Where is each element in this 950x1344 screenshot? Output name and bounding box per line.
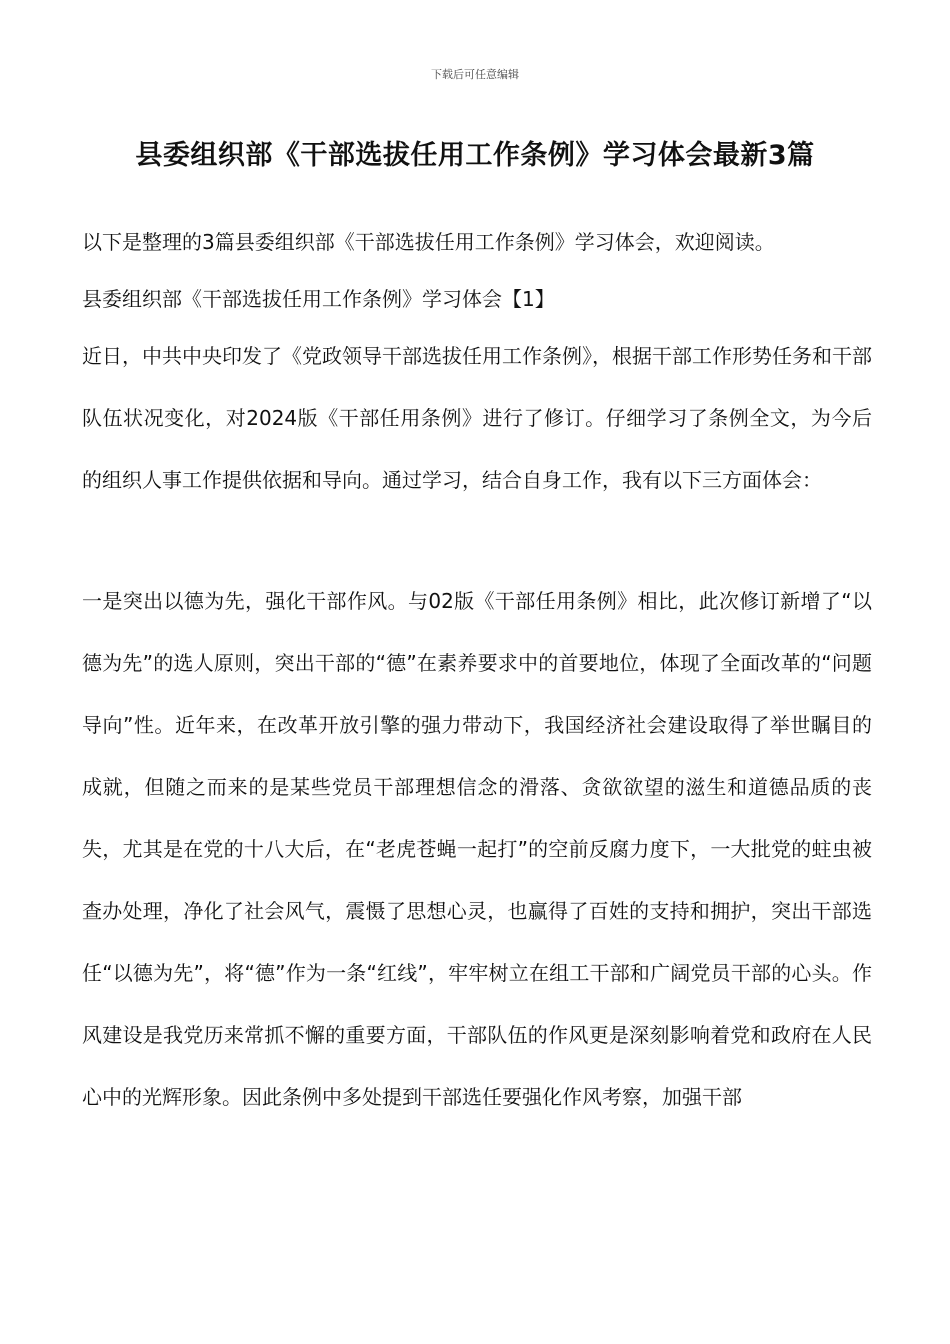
document-title: 县委组织部《干部选拔任用工作条例》学习体会最新3篇 (135, 140, 815, 171)
header-note: 下载后可任意编辑 (431, 68, 519, 81)
body-paragraph-1: 近日，中共中央印发了《党政领导干部选拔任用工作条例》，根据干部工作形势任务和干部队伍状况变化，对2024版《干部任用条例》进行了修订。仔细学习了条例全文，为今后的组织人事工作提供依据和导向。通过学习，结合自身工作，我有以下三方面体会： (82, 344, 872, 492)
section-heading: 县委组织部《干部选拔任用工作条例》学习体会【1】 (82, 287, 555, 311)
body-paragraph-2: 一是突出以德为先，强化干部作风。与02版《干部任用条例》相比，此次修订新增了“以德为先”的选人原则，突出干部的“德”在素养要求中的首要地位，体现了全面改革的“问题导向”性。近年来，在改革开放引擎的强力带动下，我国经济社会建设取得了举世瞩目的成就，但随之而来的是某些党员干部理想信念的滑落、贪欲欲望的滋生和道德品质的丧失，尤其是在党的十八大后，在“老虎苍蝇一起打”的空前反腐力度下，一大批党的蛀虫被查办处理，净化了社会风气，震慑了思想心灵，也赢得了百姓的支持和拥护，突出干部选任“以德为先”，将“德”作为一条“红线”，牢牢树立在组工干部和广阔党员干部的心头。作风建设是我党历来常抓不懈的重要方面，干部队伍的作风更是深刻影响着党和政府在人民心中的光辉形象。因此条例中多处提到干部选任要强化作风考察，加强干部 (82, 589, 872, 1109)
intro-paragraph: 以下是整理的3篇县委组织部《干部选拔任用工作条例》学习体会，欢迎阅读。 (82, 230, 775, 254)
